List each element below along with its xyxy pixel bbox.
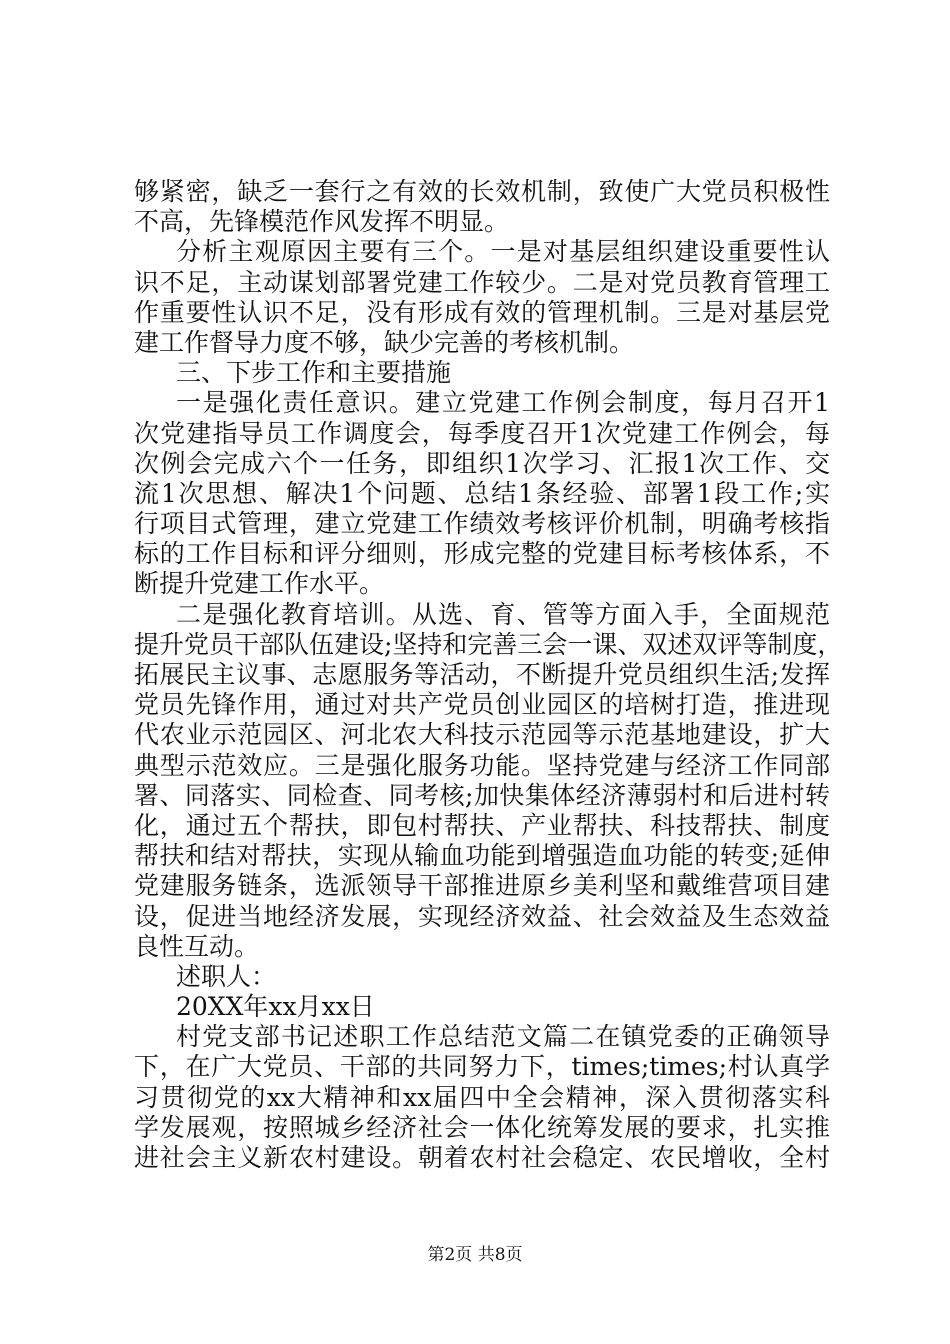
text-line: 二是强化教育培训。从选、育、管等方面入手，全面规范 (176, 599, 830, 629)
text-line: 建工作督导力度不够，缺少完善的考核机制。 (134, 327, 635, 357)
text-line: 进社会主义新农村建设。朝着农村社会稳定、农民增收，全村 (134, 1143, 830, 1172)
text-line: 典型示范效应。三是强化服务功能。坚持党建与经济工作同部 (134, 750, 830, 780)
text-line: 化，通过五个帮扶，即包村帮扶、产业帮扶、科技帮扶、制度 (134, 810, 830, 840)
text-line: 学发展观，按照城乡经济社会一体化统筹发展的要求，扎实推 (134, 1112, 830, 1142)
text-line: 识不足，主动谋划部署党建工作较少。二是对党员教育管理工 (134, 267, 830, 297)
text-line: 分析主观原因主要有三个。一是对基层组织建设重要性认 (176, 237, 830, 267)
text-line: 次党建指导员工作调度会，每季度召开1次党建工作例会，每 (134, 418, 830, 448)
text-line: 良性互动。 (134, 931, 260, 961)
text-line: 帮扶和结对帮扶，实现从输血功能到增强造血功能的转变;延伸 (134, 841, 830, 871)
document-body (134, 177, 843, 1173)
text-line: 标的工作目标和评分细则，形成完整的党建目标考核体系，不 (134, 539, 830, 569)
text-line: 作重要性认识不足，没有形成有效的管理机制。三是对基层党 (134, 297, 830, 327)
text-line: 够紧密，缺乏一套行之有效的长效机制，致使广大党员积极性 (134, 177, 830, 206)
text-line: 党建服务链条，选派领导干部推进原乡美利坚和戴维营项目建 (134, 871, 830, 901)
text-line: 习贯彻党的xx大精神和xx届四中全会精神，深入贯彻落实科 (134, 1082, 830, 1112)
text-line: 不高，先锋模范作风发挥不明显。 (134, 207, 510, 237)
text-line: 署、同落实、同检查、同考核;加快集体经济薄弱村和后进村转 (134, 780, 830, 810)
text-line: 一是强化责任意识。建立党建工作例会制度，每月召开1 (176, 388, 830, 418)
text-line: 村党支部书记述职工作总结范文篇二在镇党委的正确领导 (176, 1022, 830, 1052)
date-line: 20XX年xx月xx日 (176, 992, 375, 1022)
text-line: 拓展民主议事、志愿服务等活动，不断提升党员组织生活;发挥 (134, 660, 830, 689)
text-line: 次例会完成六个一任务，即组织1次学习、汇报1次工作、交 (134, 448, 830, 478)
text-line: 断提升党建工作水平。 (134, 569, 385, 599)
text-line: 提升党员干部队伍建设;坚持和完善三会一课、双述双评等制度， (134, 629, 843, 659)
text-line: 党员先锋作用，通过对共产党员创业园区的培树打造，推进现 (134, 690, 830, 720)
text-line: 行项目式管理，建立党建工作绩效考核评价机制，明确考核指 (134, 509, 830, 539)
text-line: 下，在广大党员、干部的共同努力下，times;times;村认真学 (134, 1052, 830, 1082)
page-number-footer: 第2页 共8页 (427, 1245, 523, 1265)
signature-label: 述职人： (176, 961, 277, 991)
section-heading: 三、下步工作和主要措施 (176, 358, 452, 388)
text-line: 流1次思想、解决1个问题、总结1条经验、部署1段工作;实 (134, 478, 830, 508)
text-line: 设，促进当地经济发展，实现经济效益、社会效益及生态效益 (134, 901, 830, 931)
text-line: 代农业示范园区、河北农大科技示范园等示范基地建设，扩大 (134, 720, 830, 750)
